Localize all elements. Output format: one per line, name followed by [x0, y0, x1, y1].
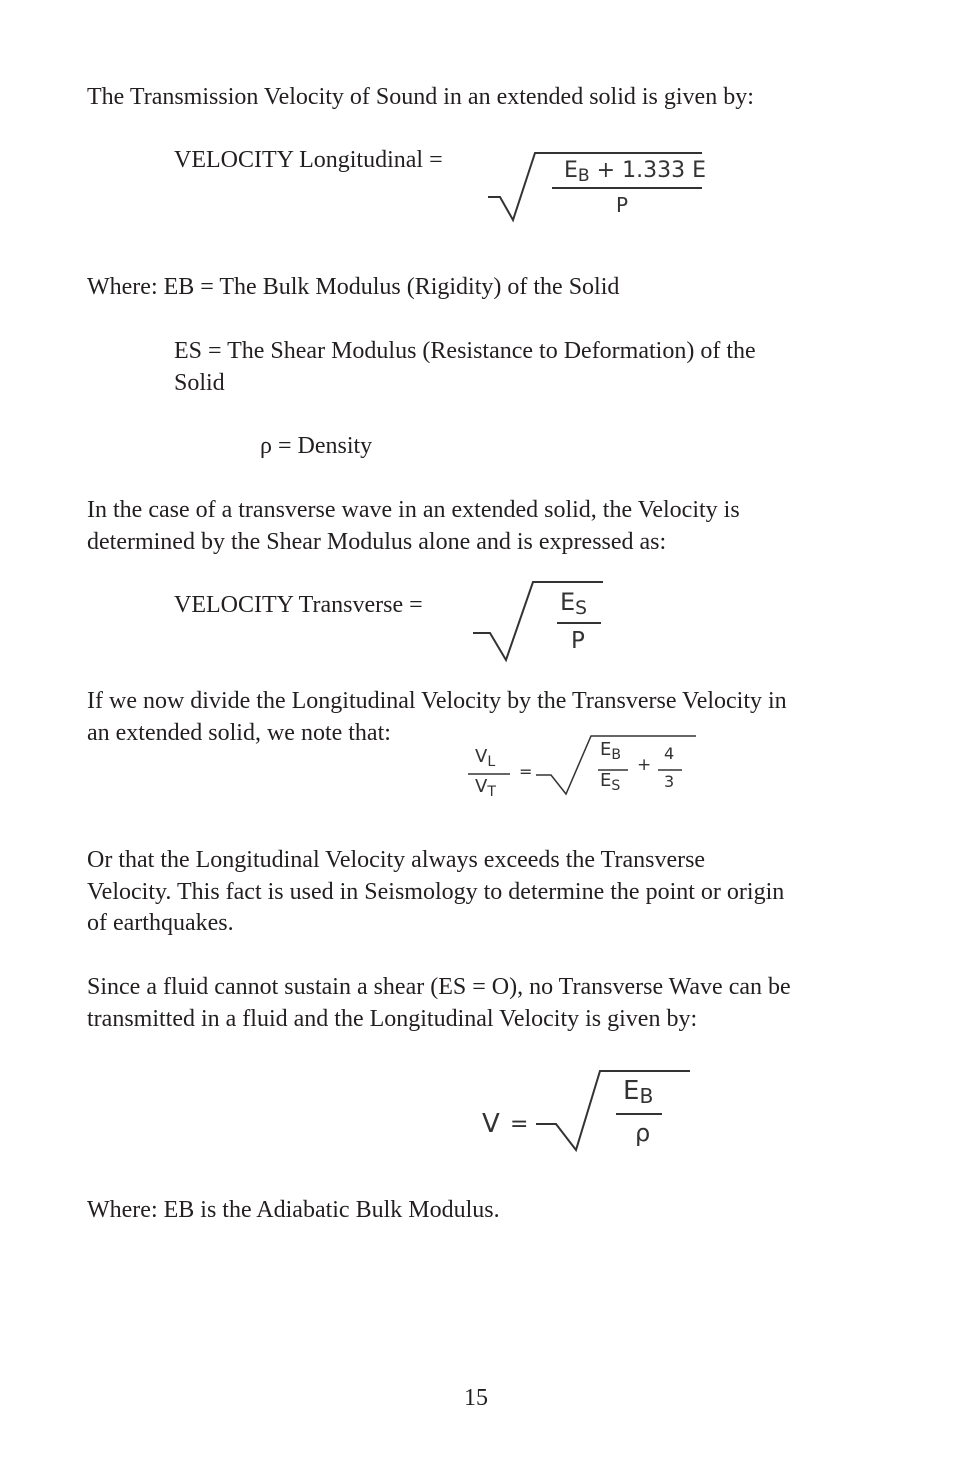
fluid-paragraph-line1: Since a fluid cannot sustain a shear (ES = O), no Transverse Wave can be	[87, 974, 791, 1000]
eq4-equals: =	[510, 1112, 529, 1137]
eq3-four: 4	[664, 744, 675, 763]
eq3-eb: $E_B$	[600, 739, 622, 763]
eq4-radical	[480, 1066, 700, 1156]
eq3-vt: $V_T$	[475, 776, 496, 800]
exceeds-paragraph-line2: Velocity. This fact is used in Seismology to determine the point or origin	[87, 879, 785, 905]
where-adiabatic-text: Where: EB is the Adiabatic Bulk Modulus.	[87, 1197, 500, 1223]
ratio-paragraph-line1: If we now divide the Longitudinal Velocity by the Transverse Velocity in	[87, 688, 787, 714]
density-definition: ρ = Density	[260, 433, 373, 459]
where-eb-text: Where: EB = The Bulk Modulus (Rigidity) of the Solid	[87, 274, 620, 300]
es-definition-line1: ES = The Shear Modulus (Resistance to Deformation) of the	[174, 338, 756, 364]
eq4-numerator: EB	[623, 1076, 654, 1108]
eq3-equals: =	[519, 762, 533, 781]
eq2-denominator: P	[571, 628, 585, 654]
page-number: 15	[464, 1385, 488, 1411]
eq2-numerator: ES	[560, 588, 588, 619]
transverse-paragraph-line1: In the case of a transverse wave in an extended solid, the Velocity is	[87, 497, 740, 523]
eq3-plus: +	[637, 755, 652, 775]
eq4-v: V	[482, 1109, 500, 1139]
es-definition-line2: Solid	[174, 370, 225, 396]
velocity-ratio-formula	[466, 732, 701, 802]
longitudinal-velocity-formula	[488, 150, 708, 225]
exceeds-paragraph-line3: of earthquakes.	[87, 910, 234, 936]
fluid-paragraph-line2: transmitted in a fluid and the Longitudinal Velocity is given by:	[87, 1006, 698, 1032]
eq4-denominator: ρ	[635, 1119, 651, 1147]
eq3-vl: $V_L$	[475, 746, 496, 770]
eq3-radical	[466, 732, 701, 802]
eq2-radical	[473, 578, 613, 663]
eq1-label: VELOCITY Longitudinal =	[174, 147, 443, 173]
eq1-numerator: EB + 1.333 E	[564, 158, 706, 186]
exceeds-paragraph-line1: Or that the Longitudinal Velocity always exceeds the Transverse	[87, 847, 706, 873]
intro-text: The Transmission Velocity of Sound in an extended solid is given by:	[87, 84, 754, 110]
eq1-denominator: P	[616, 193, 629, 217]
eq2-label: VELOCITY Transverse =	[174, 592, 423, 618]
eq3-three: 3	[664, 772, 675, 791]
fluid-velocity-formula	[480, 1066, 700, 1156]
transverse-paragraph-line2: determined by the Shear Modulus alone and is expressed as:	[87, 529, 667, 555]
transverse-velocity-formula	[473, 578, 613, 663]
eq3-es: $E_S$	[600, 770, 621, 794]
ratio-paragraph-line2: an extended solid, we note that:	[87, 720, 391, 746]
